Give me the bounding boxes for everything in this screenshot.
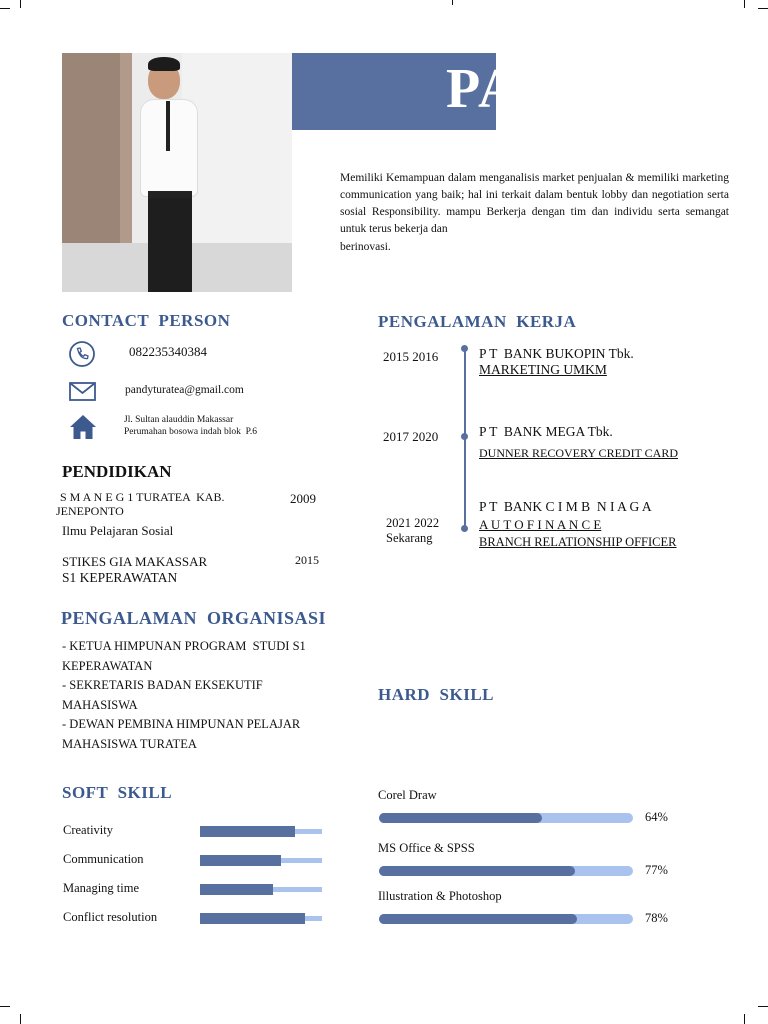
crop-mark — [20, 1014, 21, 1024]
soft-skill-label: Creativity — [63, 823, 113, 837]
job3-company-cont: A U T O F I N A N C E — [479, 517, 602, 532]
profile-summary — [340, 170, 729, 256]
school2-name: STIKES GIA MAKASSAR — [62, 554, 208, 569]
home-icon — [68, 413, 98, 439]
soft-skill-label: Conflict resolution — [63, 910, 158, 924]
work-heading: PENGALAMAN KERJA — [378, 312, 577, 331]
soft-skill-heading: SOFT SKILL — [62, 783, 173, 802]
phone-icon — [68, 340, 98, 366]
job3-role: BRANCH RELATIONSHIP OFFICER — [479, 535, 677, 549]
job3-company: P T BANK C I M B N I A G A — [479, 499, 652, 514]
hard-skill-list — [378, 788, 698, 938]
organization-item: MAHASISWA — [62, 697, 138, 712]
organization-item: KEPERAWATAN — [62, 658, 153, 673]
hard-skill-bar-fill — [379, 914, 577, 924]
soft-skill-label: Communication — [63, 852, 144, 866]
soft-skill-bar-fill — [200, 826, 295, 837]
soft-skill-bar-fill — [200, 855, 281, 866]
school2-major: S1 KEPERAWATAN — [62, 570, 178, 585]
job1-company: P T BANK BUKOPIN Tbk. — [479, 346, 634, 361]
crop-mark — [20, 0, 21, 8]
crop-mark — [758, 1006, 768, 1007]
name-banner — [292, 53, 521, 130]
crop-mark — [0, 8, 10, 9]
crop-mark — [744, 1014, 745, 1024]
email-address: pandyturatea@gmail.com — [125, 384, 244, 396]
organization-list — [62, 637, 306, 754]
summary-end: berinovasi. — [340, 241, 391, 253]
timeline-dot — [461, 525, 468, 532]
job3-years: 2021 2022 — [386, 516, 440, 530]
crop-mark — [758, 8, 768, 9]
hard-skill-heading: HARD SKILL — [378, 685, 495, 704]
timeline-dot — [461, 433, 468, 440]
contact-heading: CONTACT PERSON — [62, 311, 231, 330]
soft-skill-bar-fill — [200, 913, 305, 924]
education-heading: PENDIDIKAN — [62, 462, 172, 481]
job2-company: P T BANK MEGA Tbk. — [479, 424, 613, 439]
job3-status: Sekarang — [386, 531, 433, 545]
name-initials: PA — [446, 58, 521, 120]
school1-major: Ilmu Pelajaran Sosial — [62, 523, 174, 538]
soft-skill-bar-fill — [200, 884, 273, 895]
job2-years: 2017 2020 — [383, 429, 439, 444]
soft-skill-label: Managing time — [63, 881, 140, 895]
organization-heading: PENGALAMAN ORGANISASI — [61, 608, 327, 628]
hard-skill-percent: 77% — [645, 863, 668, 877]
crop-mark — [744, 0, 745, 8]
school1-year: 2009 — [290, 491, 316, 506]
job1-role: MARKETING UMKM — [479, 362, 607, 377]
hard-skill-percent: 64% — [645, 810, 668, 824]
summary-text: Memiliki Kemampuan dalam menganalisis market penjualan & memiliki marketing communication yang baik; hal ini terkait dalam bentuk lobby dan negotiation serta sosial Responsibility. mampu Berkerja dengan tim dan individu serta semangat untuk terus bekerja dan — [340, 172, 729, 235]
job2-role: DUNNER RECOVERY CREDIT CARD — [479, 446, 679, 460]
mail-icon — [68, 380, 98, 406]
school2-year: 2015 — [295, 553, 319, 567]
phone-number: 082235340384 — [129, 344, 207, 359]
hard-skill-label: Illustration & Photoshop — [378, 889, 502, 903]
crop-mark — [0, 1006, 10, 1007]
hard-skill-bar-fill — [379, 866, 575, 876]
hard-skill-label: MS Office & SPSS — [378, 841, 475, 855]
hard-skill-bar-fill — [379, 813, 542, 823]
school1-name-cont: JENEPONTO — [56, 504, 124, 518]
soft-skill-list — [62, 820, 327, 940]
address-line-1: Jl. Sultan alauddin Makassar — [124, 415, 234, 425]
hard-skill-percent: 78% — [645, 911, 668, 925]
school1-name: S M A N E G 1 TURATEA KAB. — [60, 490, 225, 504]
organization-item: - DEWAN PEMBINA HIMPUNAN PELAJAR — [62, 717, 301, 731]
job1-years: 2015 2016 — [383, 349, 439, 364]
crop-mark — [452, 0, 453, 5]
organization-item: MAHASISWA TURATEA — [62, 736, 197, 751]
hard-skill-label: Corel Draw — [378, 788, 437, 802]
organization-item: - KETUA HIMPUNAN PROGRAM STUDI S1 — [62, 639, 306, 653]
profile-photo — [62, 53, 292, 292]
timeline-dot — [461, 345, 468, 352]
address-line-2: Perumahan bosowa indah blok P.6 — [124, 427, 257, 437]
organization-item: - SEKRETARIS BADAN EKSEKUTIF — [62, 678, 263, 692]
